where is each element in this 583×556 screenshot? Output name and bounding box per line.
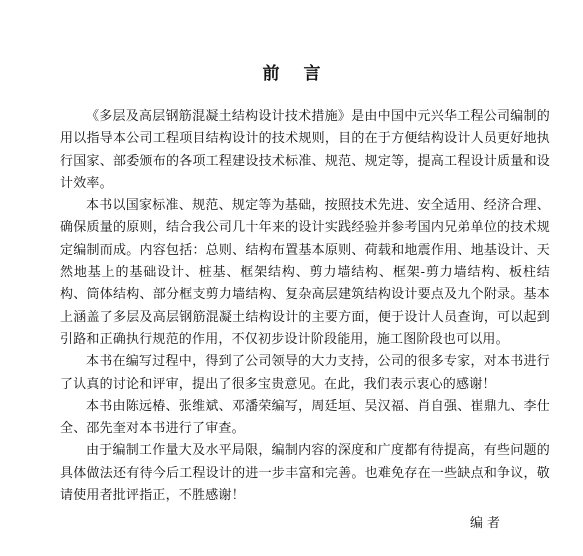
paragraph-contents: 本书以国家标准、规范、规定等为基础，按照技术先进、安全适用、经济合理、确保质量的原则，结合我公司几十年来的设计实践经验并参考国内兄弟单位的技术规定编制而成。内容包括：总则、结构布置基本原则、荷载和地震作用、地基设计、天然地基上的基础设计、桩基、框架结构、剪力墙结构、框架-剪力墙结构、板柱结构、筒体结构、部分框支剪力墙结构、复杂高层建筑结构设计要点及九个附录。基本上涵盖了多层及高层钢筋混凝土结构设计的主要方面，便于设计人员查询，可以起到引路和正确执行规范的作用，不仅初步设计阶段能用，施工图阶段也可以用。 [60, 198, 550, 347]
preface-body [60, 106, 550, 507]
paragraph-thanks: 本书在编写过程中，得到了公司领导的大力支持，公司的很多专家，对本书进行了认真的讨论和评审，提出了很多宝贵意见。在此，我们表示衷心的感谢！ [60, 354, 550, 392]
paragraph-intro: 《多层及高层钢筋混凝土结构设计技术措施》是由中国中元兴华工程公司编制的用以指导本公司工程项目结构设计的技术规则，目的在于方便结构设计人员更好地执行国家、部委颁布的各项工程建设技术标准、规范、规定等，提高工程设计质量和设计效率。 [60, 109, 550, 191]
paragraph-authors: 本书由陈远椿、张维斌、邓潘荣编写，周廷垣、吴汉福、肖自强、崔鼎九、李仕全、邵先奎对本书进行了审查。 [60, 398, 550, 437]
page-title: 前言 [262, 64, 345, 84]
signature: 编者 [470, 516, 505, 531]
paragraph-limitations: 由于编制工作量大及水平局限，编制内容的深度和广度都有待提高，有些问题的具体做法还有待今后工程设计的进一步丰富和完善。也难免存在一些缺点和争议，敬请使用者批评指正，不胜感谢！ [60, 443, 550, 504]
